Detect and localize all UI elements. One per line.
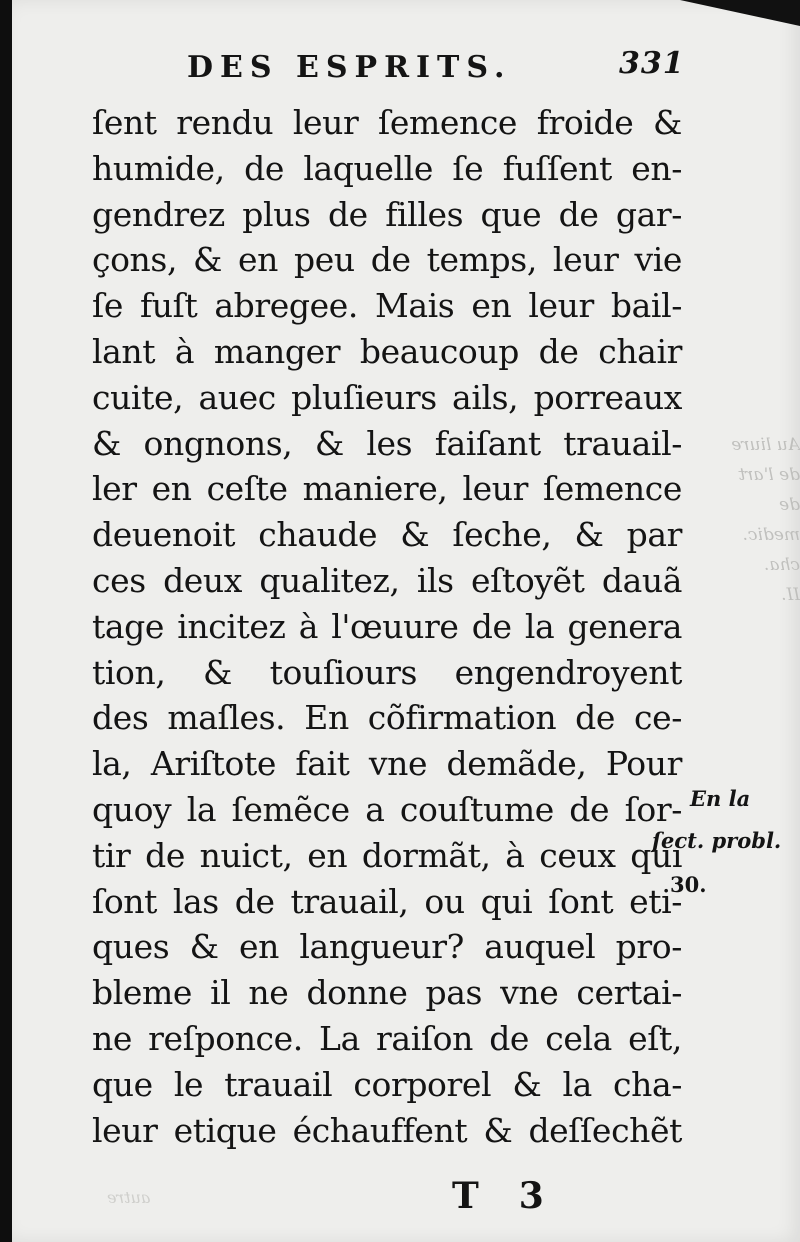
bleed-through-low: autre bbox=[107, 1188, 151, 1207]
text-line: quoy la ſemẽce a couſtume de ſor- bbox=[92, 789, 682, 829]
text-line: ſont las de trauail, ou qui ſont eti- bbox=[92, 881, 682, 921]
text-line: humide, de laquelle ſe fuſſent en- bbox=[92, 148, 682, 188]
signature-letter: T bbox=[452, 1175, 519, 1217]
bleed-line: Au liure bbox=[731, 435, 800, 455]
page-number: 331 bbox=[619, 46, 685, 81]
signature-number: 3 bbox=[518, 1175, 584, 1217]
text-line: gendrez plus de filles que de gar- bbox=[92, 194, 682, 234]
bleed-line: de l'art de bbox=[738, 465, 800, 515]
margin-note-line-1: En la bbox=[690, 786, 751, 811]
bleed-through-text bbox=[717, 430, 800, 610]
text-line: tage incitez à l'œuure de la genera bbox=[92, 606, 682, 646]
text-line: tion, & touſiours engendroyent bbox=[92, 652, 682, 692]
bleed-line: medic. cha. bbox=[742, 525, 800, 575]
margin-note-line-2: ſect. probl. bbox=[652, 828, 782, 853]
text-line: ler en ceſte maniere, leur ſemence bbox=[92, 469, 682, 509]
text-line: des maſles. En cõfirmation de ce- bbox=[92, 698, 682, 738]
text-line: ne reſponce. La raiſon de cela eſt, bbox=[92, 1018, 682, 1058]
text-line: deuenoit chaude & ſeche, & par bbox=[92, 515, 682, 555]
bleed-line: II. bbox=[781, 585, 800, 605]
text-line: çons, & en peu de temps, leur vie bbox=[92, 240, 682, 280]
text-line: ques & en langueur? auquel pro- bbox=[92, 927, 682, 967]
margin-note-line-3: 30. bbox=[670, 872, 707, 897]
text-line: ſe fuſt abregee. Mais en leur bail- bbox=[92, 286, 682, 326]
text-line: la, Ariſtote fait vne demãde, Pour bbox=[92, 744, 682, 784]
text-line: & ongnons, & les faiſant trauail- bbox=[92, 423, 682, 463]
body-text bbox=[92, 100, 682, 1153]
text-line: leur etique échauffent & deſſechẽt bbox=[92, 1110, 682, 1150]
text-line: ſent rendu leur ſemence froide & bbox=[92, 103, 682, 142]
text-line: tir de nuict, en dormãt, à ceux qui bbox=[92, 835, 682, 875]
text-line: lant à manger beaucoup de chair bbox=[92, 331, 682, 371]
text-line: cuite, auec pluſieurs ails, porreaux bbox=[92, 377, 682, 417]
running-title: DES ESPRITS. bbox=[187, 50, 512, 85]
running-header bbox=[187, 46, 687, 90]
page-corner-shadow bbox=[680, 0, 800, 26]
text-line: que le trauail corporel & la cha- bbox=[92, 1064, 682, 1104]
text-line: bleme il ne donne pas vne certai- bbox=[92, 973, 682, 1013]
signature-mark bbox=[452, 1175, 584, 1217]
text-line: ces deux qualitez, ils eſtoyẽt dauã bbox=[92, 560, 682, 600]
book-page bbox=[12, 0, 800, 1242]
